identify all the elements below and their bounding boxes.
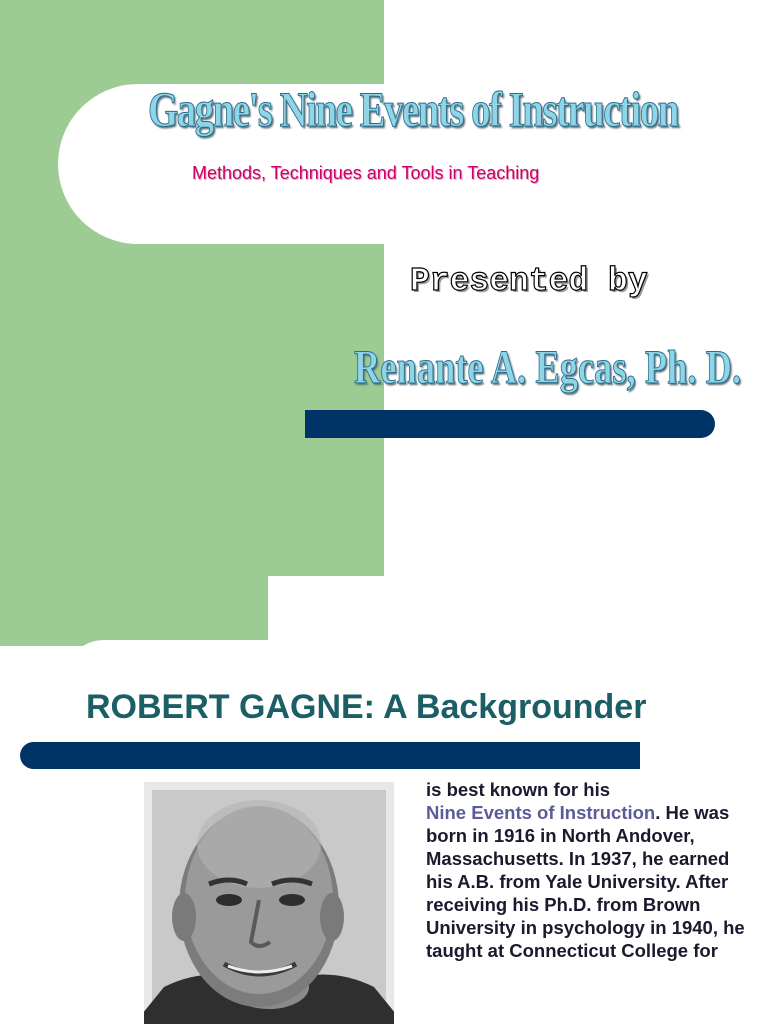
slide-heading: ROBERT GAGNE: A Backgrounder [86, 688, 647, 726]
bio-highlight-link: Nine Events of Instruction [426, 802, 656, 823]
green-side-panel [0, 576, 268, 646]
bio-text: He was born in 1916 in North Andover, Massachusetts. In 1937, he earned his A.B. from Yale University. After receiving his Ph.D. from Brown University in psychology in 1940, he taught at Connecticut College for [426, 802, 745, 961]
bio-punctuation: . [655, 802, 661, 823]
accent-bar [20, 742, 640, 769]
presented-by-label: Presented by [410, 263, 648, 300]
presentation-title: Gagne's Nine Events of Instruction [148, 81, 678, 137]
bio-paragraph [426, 778, 756, 962]
bio-intro: is best known for his [426, 779, 610, 800]
portrait-photo [144, 782, 394, 1024]
presenter-name: Renante A. Egcas, Ph. D. [354, 341, 742, 394]
presentation-subtitle: Methods, Techniques and Tools in Teaching [192, 163, 540, 183]
accent-bar [305, 410, 715, 438]
portrait-photo-drawing [144, 782, 394, 1024]
backgrounder-slide [0, 576, 768, 1024]
